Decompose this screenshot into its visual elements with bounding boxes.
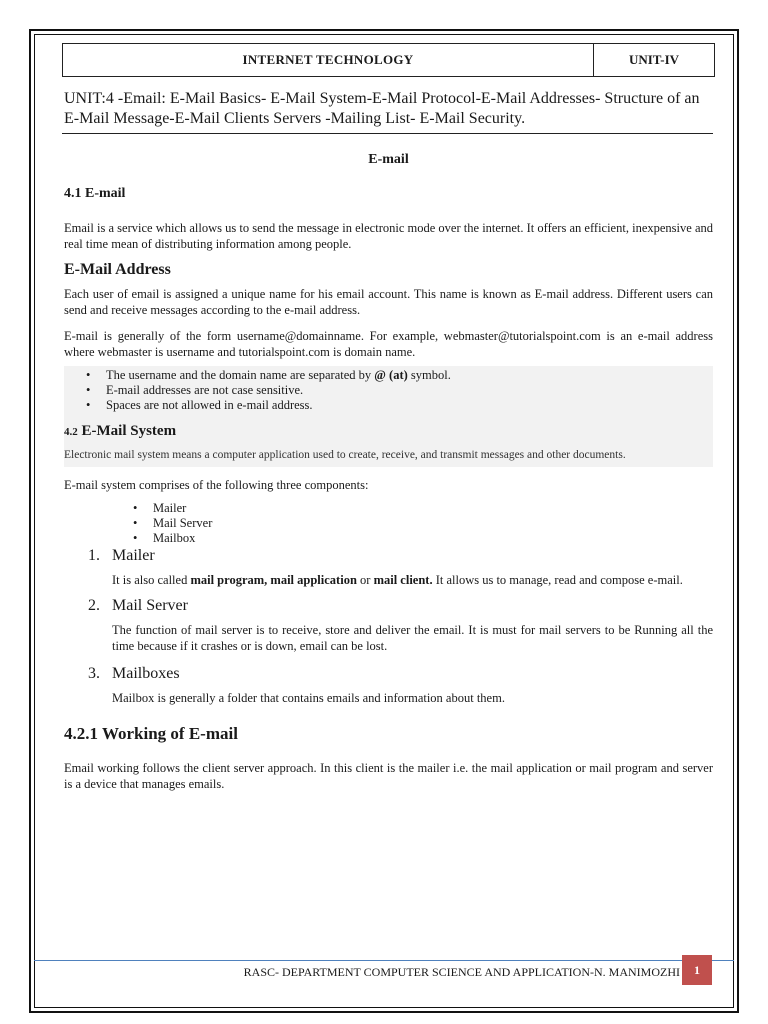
shaded-block: [64, 366, 713, 467]
unit-syllabus-line: UNIT:4 -Email: E-Mail Basics- E-Mail System-E-Mail Protocol-E-Mail Addresses- Structure of an E-Mail Message-E-Mail Clients Servers -Mailing List- E-Mail Security.: [64, 90, 700, 127]
section-4-2-heading: 4.2 E-Mail System: [64, 423, 177, 439]
page-title: E-mail: [368, 152, 409, 167]
list-item: • Mailer: [153, 501, 713, 516]
unit-divider: [62, 133, 713, 134]
page-number: 1: [682, 955, 712, 985]
components-list: [64, 501, 713, 546]
section-4-1-paragraph: Email is a service which allows us to send the message in electronic mode over the internet. It offers an efficient, inexpensive and real time mean of distributing information among people.: [64, 221, 713, 251]
header-title: INTERNET TECHNOLOGY: [63, 44, 594, 76]
components-intro: E-mail system comprises of the following three components:: [64, 478, 369, 492]
section-4-2-1-paragraph: Email working follows the client server approach. In this client is the mailer i.e. the mail application or mail program and server is a device that manages emails.: [64, 761, 713, 791]
header-unit: UNIT-IV: [628, 52, 680, 67]
list-item: • The username and the domain name are separated by @ (at) symbol.: [106, 368, 713, 383]
email-address-heading: E-Mail Address: [64, 261, 171, 278]
list-item: • Mail Server: [153, 516, 713, 531]
mailer-heading: 1. Mailer: [88, 547, 155, 564]
section-4-2-paragraph: Electronic mail system means a computer application used to create, receive, and transmit messages and other documents.: [64, 449, 626, 461]
mail-server-paragraph: The function of mail server is to receive, store and deliver the email. It is must for mail servers to be Running all the time because if it crashes or is down, email can be lost.: [112, 623, 713, 653]
section-4-2-1-heading: 4.2.1 Working of E-mail: [64, 724, 238, 743]
list-item: • Mailbox: [153, 531, 713, 546]
mailer-paragraph: It is also called mail program, mail application or mail client. It allows us to manage, read and compose e-mail.: [112, 573, 683, 587]
header-table: [62, 43, 715, 77]
document-body: [64, 150, 713, 792]
list-item: • Spaces are not allowed in e-mail address.: [106, 398, 713, 413]
mailboxes-heading: 3. Mailboxes: [88, 665, 180, 682]
section-4-1-heading: 4.1 E-mail: [64, 186, 126, 201]
footer-text: RASC- DEPARTMENT COMPUTER SCIENCE AND APPLICATION-N. MANIMOZHI: [243, 965, 680, 979]
list-item: • E-mail addresses are not case sensitive.: [106, 383, 713, 398]
email-address-paragraph-1: Each user of email is assigned a unique name for his email account. This name is known as E-mail address. Different users can send and receive messages according to the e-mail address.: [64, 287, 713, 317]
email-address-paragraph-2: E-mail is generally of the form username@domainname. For example, webmaster@tutorialspoint.com is an e-mail address where webmaster is username and tutorialspoint.com is domain name.: [64, 329, 713, 359]
mail-server-heading: 2. Mail Server: [88, 597, 188, 614]
address-bullet-list: [64, 368, 713, 413]
mailboxes-paragraph: Mailbox is generally a folder that contains emails and information about them.: [112, 691, 505, 705]
